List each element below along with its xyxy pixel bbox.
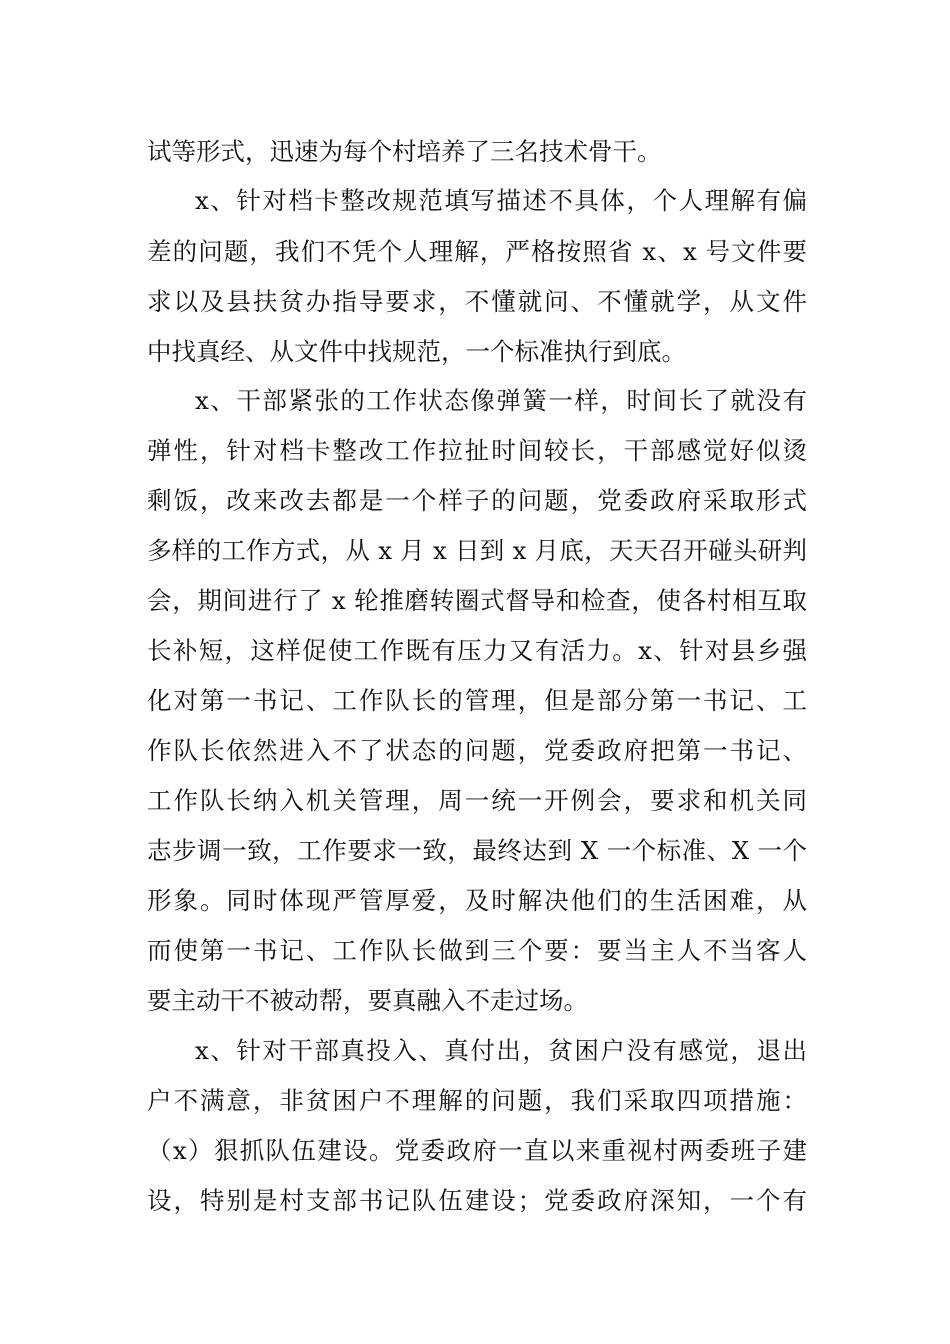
text-line-12: 化对第一书记、工作队长的管理，但是部分第一书记、工 — [147, 686, 807, 715]
text-line-7: 弹性，针对档卡整改工作拉扯时间较长，干部感觉好似烫 — [147, 436, 807, 465]
text-line-10: 会，期间进行了 x 轮推磨转圈式督导和检查，使各村相互取 — [147, 586, 807, 615]
text-line-22: 设，特别是村支部书记队伍建设；党委政府深知，一个有 — [147, 1186, 807, 1215]
text-line-20: 户不满意，非贫困户不理解的问题，我们采取四项措施： — [147, 1086, 807, 1115]
text-line-1: 试等形式，迅速为每个村培养了三名技术骨干。 — [147, 137, 662, 166]
text-line-17: 而使第一书记、工作队长做到三个要：要当主人不当客人 — [147, 936, 807, 965]
text-line-5: 中找真经、从文件中找规范，一个标准执行到底。 — [147, 337, 686, 366]
text-line-11: 长补短，这样促使工作既有压力又有活力。x、针对县乡强 — [147, 636, 807, 665]
text-line-2: x、针对档卡整改规范填写描述不具体，个人理解有偏 — [195, 186, 807, 215]
text-line-4: 求以及县扶贫办指导要求，不懂就问、不懂就学，从文件 — [147, 287, 807, 316]
text-line-8: 剩饭，改来改去都是一个样子的问题，党委政府采取形式 — [147, 486, 807, 515]
text-line-3: 差的问题，我们不凭个人理解，严格按照省 x、x 号文件要 — [147, 237, 807, 266]
text-line-14: 工作队长纳入机关管理，周一统一开例会，要求和机关同 — [147, 786, 807, 815]
text-line-6: x、干部紧张的工作状态像弹簧一样，时间长了就没有 — [195, 386, 807, 415]
text-line-18: 要主动干不被动帮，要真融入不走过场。 — [147, 986, 588, 1015]
text-line-16: 形象。同时体现严管厚爱，及时解决他们的生活困难，从 — [147, 886, 807, 915]
text-line-13: 作队长依然进入不了状态的问题，党委政府把第一书记、 — [147, 736, 807, 765]
text-line-15: 志步调一致，工作要求一致，最终达到 X 一个标准、X 一个 — [147, 836, 807, 865]
text-line-9: 多样的工作方式，从 x 月 x 日到 x 月底，天天召开碰头研判 — [147, 536, 807, 565]
text-line-21: （x）狠抓队伍建设。党委政府一直以来重视村两委班子建 — [147, 1136, 807, 1165]
text-line-19: x、针对干部真投入、真付出，贫困户没有感觉，退出 — [195, 1036, 807, 1065]
